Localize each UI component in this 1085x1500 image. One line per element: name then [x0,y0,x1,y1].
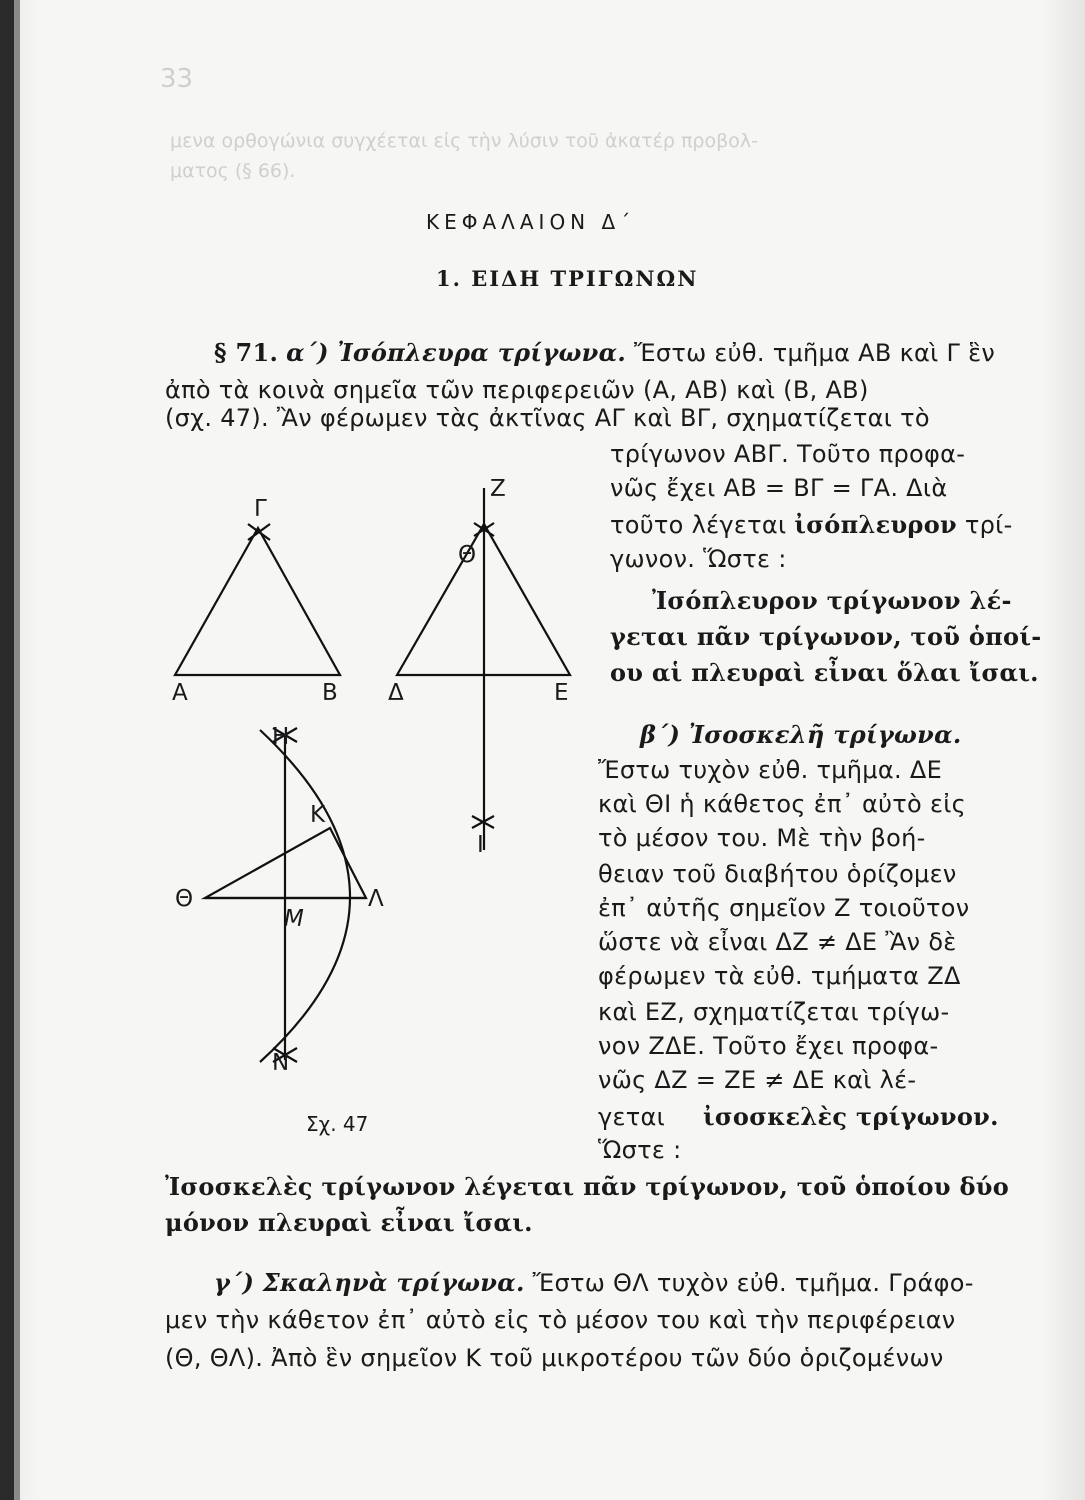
para-alpha-line-6-post: τρί- [964,511,1013,539]
para-gamma-label: γ΄) Σκαληνὰ τρίγωνα. [214,1268,525,1297]
para-beta-last-pre: γεται [598,1103,666,1131]
label-lambda: Λ [368,886,384,912]
definition-equilateral-3: ου αἱ πλευραὶ εἶναι ὅλαι ἴσαι. [610,658,1039,687]
section-title: 1. ΕΙΔΗ ΤΡΙΓΩΝΩΝ [436,266,699,291]
label-mu: Μ [284,906,304,932]
para-gamma-line-1-text: Ἔστω ΘΛ τυχὸν εὐθ. τμῆμα. Γράφο- [532,1269,974,1297]
label-eta: Η [272,724,290,750]
bleed-line-2: ματος (§ 66). [170,160,296,182]
para-alpha-line-3: (σχ. 47). Ἂν φέρωμεν τὰς ἀκτῖνας ΑΓ καὶ ΒΓ, σχηματίζεται τὸ [165,404,930,432]
definition-isosceles-2: μόνον πλευραὶ εἶναι ἴσαι. [165,1208,533,1237]
para-gamma-line-3: (Θ, ΘΛ). Ἀπὸ ἓν σημεῖον Κ τοῦ μικροτέρου τῶν δύο ὁριζομένων [165,1344,944,1372]
bleed-line-1: μενα ορθογώνια συγχέεται εἰς τὴν λύσιν τοῦ ἀκατέρ προβολ- [170,130,758,152]
label-gamma: Γ [254,496,267,522]
term-isoskeles: ἰσοσκελὲς τρίγωνον. [703,1102,999,1131]
para-beta-line-4: θειαν τοῦ διαβήτου ὁρίζομεν [598,860,957,888]
label-beta: Β [322,680,338,706]
para-alpha-line-1-text: Ἔστω εὐθ. τμῆμα ΑΒ καὶ Γ ἓν [633,339,996,367]
para-alpha-line-4: τρίγωνον ΑΒΓ. Τοῦτο προφα- [610,440,966,468]
para-beta-line-8: καὶ ΕΖ, σχηματίζεται τρίγω- [598,998,950,1026]
para-beta-line-7: φέρωμεν τὰ εὐθ. τμήματα ΖΔ [598,962,961,990]
label-kappa: Κ [310,802,326,828]
para-gamma-line-2: μεν τὴν κάθετον ἐπ᾽ αὐτὸ εἰς τὸ μέσον του καὶ τὴν περιφέρειαν [165,1306,956,1334]
chapter-title: ΚΕΦΑΛΑΙΟΝ Δ΄ [426,210,636,234]
para-alpha-line-6-pre: τοῦτο λέγεται [610,511,787,539]
label-delta: Δ [388,680,404,706]
para-alpha-line-5: νῶς ἔχει ΑΒ = ΒΓ = ΓΑ. Διὰ [610,474,948,502]
para-beta-line-5: ἐπ᾽ αὐτῆς σημεῖον Ζ τοιοῦτον [598,894,970,922]
definition-equilateral-1: Ἰσόπλευρον τρίγωνον λέ- [652,586,1012,615]
label-iota: Ι [477,832,484,858]
equilateral-triangle [175,528,340,675]
para-beta-line-1: Ἔστω τυχὸν εὐθ. τμῆμα. ΔΕ [598,756,943,784]
para-alpha-label: α΄) Ἰσόπλευρα τρίγωνα. [286,338,627,367]
label-theta-2: Θ [175,886,194,912]
para-beta-hoste: Ὥστε : [598,1136,682,1164]
para-alpha-line-7: γωνον. Ὥστε : [610,545,787,573]
label-zeta: Ζ [490,476,506,502]
definition-isosceles-1: Ἰσοσκελὲς τρίγωνον λέγεται πᾶν τρίγωνον, τοῦ ὁποίου δύο [165,1172,1010,1201]
section-symbol: § 71. [214,338,279,367]
para-beta-line-6: ὥστε νὰ εἶναι ΔΖ ≠ ΔΕ Ἂν δὲ [598,928,957,956]
label-theta: Θ [458,542,477,568]
para-beta-label: β΄) Ἰσοσκελῆ τρίγωνα. [640,720,962,749]
label-alpha: Α [172,680,188,706]
figure-caption: Σχ. 47 [306,1112,369,1136]
para-alpha-line-2: ἀπὸ τὰ κοινὰ σημεῖα τῶν περιφερειῶν (Α, ΑΒ) καὶ (Β, ΑΒ) [165,376,869,404]
para-beta-line-3: τὸ μέσον του. Μὲ τὴν βοή- [598,824,926,852]
term-isopleuron: ἰσόπλευρον [794,510,957,539]
page-number: 33 [160,64,194,94]
definition-equilateral-2: γεται πᾶν τρίγωνον, τοῦ ὁποί- [610,622,1042,651]
para-beta-line-9: νον ΖΔΕ. Τοῦτο ἔχει προφα- [598,1032,939,1060]
label-nu: Ν [272,1050,290,1076]
para-beta-line-10: νῶς ΔΖ = ΖΕ ≠ ΔΕ καὶ λέ- [598,1066,917,1094]
label-epsilon: Ε [554,680,569,706]
para-beta-line-2: καὶ ΘΙ ἡ κάθετος ἐπ᾽ αὐτὸ εἰς [598,790,967,818]
arc-th-thl [260,730,350,1062]
